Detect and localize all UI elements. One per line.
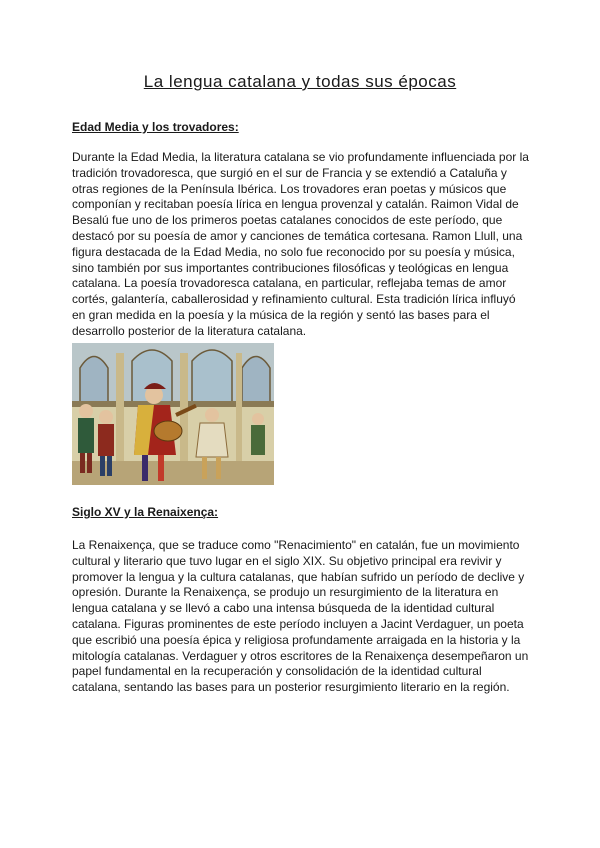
section-body-edad-media: Durante la Edad Media, la literatura catalana se vio profundamente influenciada por la tradición trovadoresca, que surgió en el sur de Francia y se extendió a Cataluña y otras regiones de la Península Ibérica. Los trovadores eran poetas y músicos que componían y recitaban poesía lírica en lengua provenzal y catalán. Raimon Vidal de Besalú fue uno de los primeros poetas catalanes conocidos de este período, que destacó por su poesía de amor y canciones de temática cortesana. Ramon Llull, una figura destacada de la Edad Media, no solo fue reconocido por su poesía y música, sino también por sus importantes contribuciones filosóficas y teológicas en lengua catalana. La poesía trovadoresca catalana, en particular, reflejaba temas de amor cortés, galantería, caballerosidad y refinamiento cultural. Esta tradición lírica influyó en gran medida en la poesía y la música de la región y sentó las bases para el desarrollo posterior de la literatura catalana. — [72, 150, 529, 338]
document-title: La lengua catalana y todas sus épocas — [143, 72, 457, 91]
section-body-renaixenca: La Renaixença, que se traduce como "Renacimiento" en catalán, fue un movimiento cultural y literario que tuvo lugar en el siglo XIX. Su objetivo principal era revivir y promover la lengua y la cultura catalanas, que habían sufrido un período de declive y opresión. Durante la Renaixença, se produjo un resurgimiento de la literatura en lengua catalana y se llevó a cabo una intensa búsqueda de la identidad cultural catalana. Figuras prominentes de este período incluyen a Jacint Verdaguer, un poeta que escribió una poesía épica y religiosa profundamente arraigada en la historia y la mitología catalanas. Verdaguer y otros escritores de la Renaixença desempeñaron un papel fundamental en la recuperación y consolidación de la identidad cultural catalana, sentando las bases para un posterior resurgimiento literario en la región. — [72, 538, 529, 695]
section-heading-edad-media: Edad Media y los trovadores: — [72, 120, 239, 134]
troubadour-illustration — [72, 343, 274, 485]
section-heading-renaixenca: Siglo XV y la Renaixença: — [72, 505, 219, 519]
